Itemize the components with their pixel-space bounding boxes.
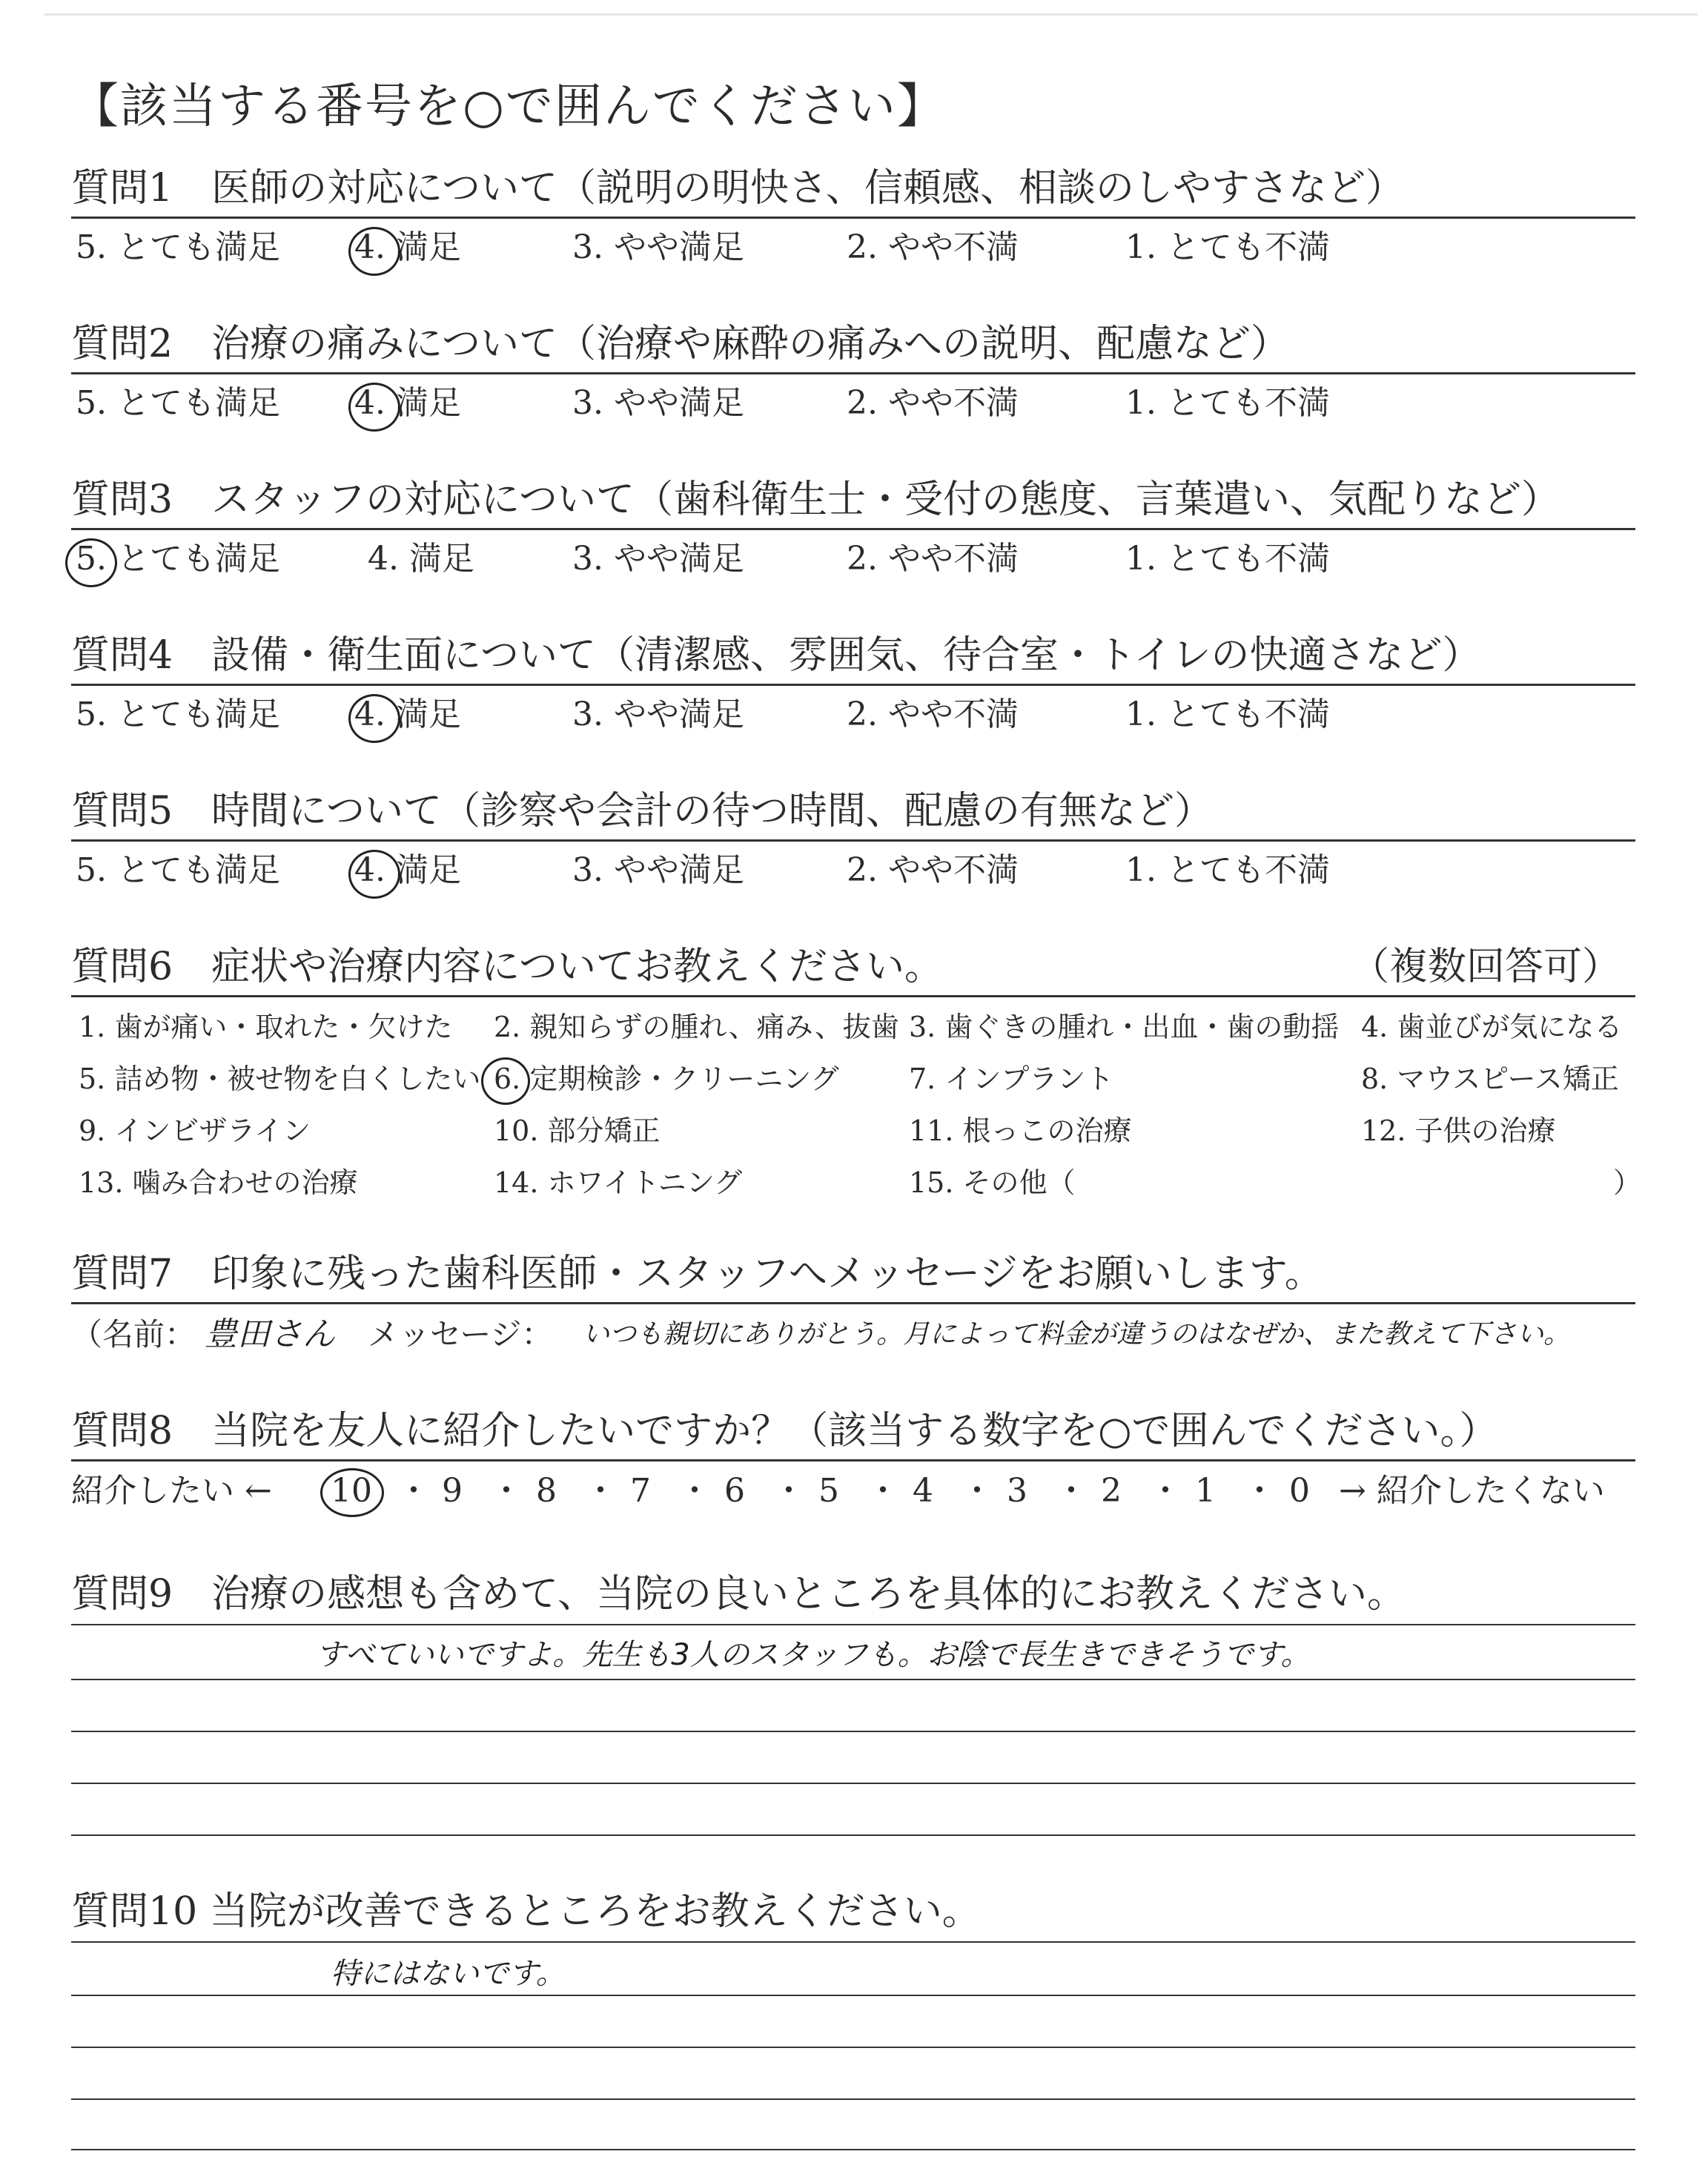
question-6 bbox=[71, 943, 1635, 991]
q4-option-3[interactable]: 3. やや満足 bbox=[572, 696, 744, 733]
q8-score-5[interactable]: 5 bbox=[818, 1472, 839, 1510]
question-4 bbox=[71, 632, 1635, 679]
q8-sep-8: ・ bbox=[1055, 1472, 1088, 1510]
instruction-heading: 【該当する番号を○で囲んでください】 bbox=[71, 79, 946, 134]
q9-line-4 bbox=[71, 1783, 1635, 1784]
question-10-title: 質問10 当院が改善できるところをお教えください。 bbox=[71, 1889, 981, 1934]
q2-option-1[interactable]: 1. とても不満 bbox=[1125, 384, 1330, 422]
question-6-title-text: 質問6 症状や治療内容についてお教えください。 bbox=[71, 945, 944, 989]
q6-item-5[interactable]: 5. 詰め物・被せ物を白くしたい bbox=[79, 1063, 481, 1095]
q1-option-3[interactable]: 3. やや満足 bbox=[572, 228, 744, 266]
question-7-rule bbox=[71, 1302, 1635, 1304]
q5-option-5[interactable]: 5. とても満足 bbox=[76, 851, 280, 889]
question-6-rule bbox=[71, 995, 1635, 997]
question-5-title: 質問5 時間について（診察や会計の待つ時間、配慮の有無など） bbox=[71, 789, 1214, 833]
q1-option-4[interactable]: 4. 満足 bbox=[354, 228, 461, 266]
question-2-rule bbox=[71, 372, 1635, 374]
question-2-title: 質問2 治療の痛みについて（治療や麻酔の痛みへの説明、配慮など） bbox=[71, 322, 1290, 366]
q9-line-3 bbox=[71, 1731, 1635, 1732]
q10-line-5 bbox=[71, 2149, 1635, 2150]
q7-message-label: メッセージ： bbox=[368, 1316, 553, 1353]
question-9-answer bbox=[71, 1633, 1635, 1677]
q1-answer-circle bbox=[348, 227, 400, 276]
q6-item-2[interactable]: 2. 親知らずの腫れ、痛み、抜歯 bbox=[494, 1011, 899, 1043]
q8-sep-1: ・ bbox=[397, 1472, 430, 1510]
q3-option-1[interactable]: 1. とても不満 bbox=[1125, 540, 1330, 578]
q7-name-value[interactable]: 豊田さん bbox=[205, 1315, 335, 1353]
q8-right-label: → 紹介したくない bbox=[1339, 1472, 1605, 1510]
question-5 bbox=[71, 787, 1635, 835]
q8-score-8[interactable]: 8 bbox=[536, 1472, 557, 1510]
q6-item-7[interactable]: 7. インプラント bbox=[909, 1063, 1114, 1095]
question-1-title: 質問1 医師の対応について（説明の明快さ、信頼感、相談のしやすさなど） bbox=[71, 166, 1404, 211]
q6-item-9[interactable]: 9. インビザライン bbox=[79, 1114, 311, 1147]
q9-line-1 bbox=[71, 1624, 1635, 1625]
q1-option-2[interactable]: 2. やや不満 bbox=[847, 228, 1019, 266]
q3-answer-circle bbox=[65, 538, 117, 587]
question-8 bbox=[71, 1407, 1635, 1455]
q5-option-2[interactable]: 2. やや不満 bbox=[847, 851, 1019, 889]
question-2 bbox=[71, 320, 1635, 368]
q8-left-label: 紹介したい ← bbox=[71, 1472, 272, 1510]
question-8-scale bbox=[71, 1465, 1635, 1517]
q2-option-2[interactable]: 2. やや不満 bbox=[847, 384, 1019, 422]
question-7-answer bbox=[71, 1312, 1635, 1361]
q2-option-3[interactable]: 3. やや満足 bbox=[572, 384, 744, 422]
question-3 bbox=[71, 476, 1635, 524]
q8-sep-7: ・ bbox=[961, 1472, 993, 1510]
question-3-rule bbox=[71, 528, 1635, 530]
q10-line-4 bbox=[71, 2098, 1635, 2100]
q2-option-5[interactable]: 5. とても満足 bbox=[76, 384, 280, 422]
q6-item-11[interactable]: 11. 根っこの治療 bbox=[909, 1114, 1132, 1147]
q10-line-3 bbox=[71, 2047, 1635, 2048]
q8-sep-6: ・ bbox=[867, 1472, 899, 1510]
q8-score-6[interactable]: 6 bbox=[724, 1472, 745, 1510]
q5-option-3[interactable]: 3. やや満足 bbox=[572, 851, 744, 889]
question-8-rule bbox=[71, 1459, 1635, 1462]
question-7-title: 質問7 印象に残った歯科医師・スタッフへメッセージをお願いします。 bbox=[71, 1252, 1323, 1296]
q6-item-8[interactable]: 8. マウスピース矯正 bbox=[1361, 1063, 1619, 1095]
q6-item-15[interactable]: 15. その他（ bbox=[909, 1166, 1076, 1199]
q1-option-1[interactable]: 1. とても不満 bbox=[1125, 228, 1330, 266]
q6-item-15-close: ） bbox=[1613, 1166, 1642, 1199]
q4-option-2[interactable]: 2. やや不満 bbox=[847, 696, 1019, 733]
question-3-options bbox=[71, 537, 1635, 581]
q7-name-label: （名前： bbox=[71, 1316, 196, 1353]
question-2-options bbox=[71, 381, 1635, 426]
question-6-title bbox=[71, 943, 1635, 991]
question-8-title: 質問8 当院を友人に紹介したいですか？（該当する数字を○で囲んでください。） bbox=[71, 1409, 1498, 1453]
question-6-options bbox=[71, 1008, 1642, 1223]
q4-answer-circle bbox=[348, 694, 400, 743]
question-10-answer bbox=[71, 1952, 1635, 1996]
q6-item-1[interactable]: 1. 歯が痛い・取れた・欠けた bbox=[79, 1011, 453, 1043]
question-1 bbox=[71, 165, 1635, 212]
q6-item-12[interactable]: 12. 子供の治療 bbox=[1361, 1114, 1556, 1147]
question-4-title: 質問4 設備・衛生面について（清潔感、雰囲気、待合室・トイレの快適さなど） bbox=[71, 633, 1481, 678]
q8-score-4[interactable]: 4 bbox=[913, 1472, 933, 1510]
top-border bbox=[44, 13, 1698, 16]
q6-item-4[interactable]: 4. 歯並びが気になる bbox=[1361, 1011, 1623, 1043]
question-5-rule bbox=[71, 839, 1635, 842]
q7-message-value[interactable]: いつも親切にありがとう。月によって料金が違うのはなぜか、また教えて下さい。 bbox=[583, 1319, 1571, 1350]
question-9 bbox=[71, 1571, 1635, 1618]
question-4-rule bbox=[71, 684, 1635, 686]
q5-option-4[interactable]: 4. 満足 bbox=[354, 851, 461, 889]
question-9-title: 質問9 治療の感想も含めて、当院の良いところを具体的にお教えください。 bbox=[71, 1572, 1406, 1616]
question-5-options bbox=[71, 848, 1635, 893]
q8-sep-5: ・ bbox=[772, 1472, 805, 1510]
q2-option-4[interactable]: 4. 満足 bbox=[354, 384, 461, 422]
q8-score-1[interactable]: 1 bbox=[1195, 1472, 1216, 1510]
q9-line-2 bbox=[71, 1679, 1635, 1680]
q4-option-4[interactable]: 4. 満足 bbox=[354, 696, 461, 733]
q3-option-5[interactable]: 5. とても満足 bbox=[76, 540, 280, 578]
question-6-note: （複数回答可） bbox=[1350, 945, 1621, 989]
q6-item-13[interactable]: 13. 噛み合わせの治療 bbox=[79, 1166, 358, 1199]
q8-sep-2: ・ bbox=[490, 1472, 523, 1510]
question-1-rule bbox=[71, 217, 1635, 219]
q5-answer-circle bbox=[348, 850, 400, 899]
q10-line-1 bbox=[71, 1941, 1635, 1943]
q8-score-10[interactable]: 10 bbox=[331, 1472, 372, 1510]
q6-item-6[interactable]: 6. 定期検診・クリーニング bbox=[494, 1063, 839, 1095]
q8-sep-10: ・ bbox=[1243, 1472, 1276, 1510]
q8-selected-circle bbox=[320, 1468, 384, 1517]
question-4-options bbox=[71, 693, 1635, 737]
q1-option-5[interactable]: 5. とても満足 bbox=[76, 228, 280, 266]
q2-answer-circle bbox=[348, 383, 400, 432]
q4-option-1[interactable]: 1. とても不満 bbox=[1125, 696, 1330, 733]
question-3-title: 質問3 スタッフの対応について（歯科衛生士・受付の態度、言葉遣い、気配りなど） bbox=[71, 478, 1560, 522]
q6-item-10[interactable]: 10. 部分矯正 bbox=[494, 1114, 661, 1147]
q6-item-3[interactable]: 3. 歯ぐきの腫れ・出血・歯の動揺 bbox=[909, 1011, 1340, 1043]
q8-score-0[interactable]: 0 bbox=[1289, 1472, 1310, 1510]
q4-option-5[interactable]: 5. とても満足 bbox=[76, 696, 280, 733]
q8-sep-9: ・ bbox=[1149, 1472, 1182, 1510]
q9-line-5 bbox=[71, 1834, 1635, 1836]
q10-line-2 bbox=[71, 1995, 1635, 1996]
q3-option-2[interactable]: 2. やや不満 bbox=[847, 540, 1019, 578]
q6-selected-circle bbox=[481, 1057, 530, 1105]
q5-option-1[interactable]: 1. とても不満 bbox=[1125, 851, 1330, 889]
q8-score-7[interactable]: 7 bbox=[630, 1472, 651, 1510]
q6-item-14[interactable]: 14. ホワイトニング bbox=[494, 1166, 743, 1199]
q8-score-9[interactable]: 9 bbox=[442, 1472, 463, 1510]
question-7 bbox=[71, 1250, 1635, 1298]
q8-sep-3: ・ bbox=[584, 1472, 617, 1510]
q9-answer-text[interactable]: すべていいですよ。先生も3人のスタッフも。お陰で長生きできそうです。 bbox=[316, 1638, 1311, 1672]
q8-score-2[interactable]: 2 bbox=[1101, 1472, 1122, 1510]
q8-score-3[interactable]: 3 bbox=[1007, 1472, 1027, 1510]
q3-option-4[interactable]: 4. 満足 bbox=[368, 540, 474, 578]
q10-answer-text[interactable]: 特にはないです。 bbox=[331, 1957, 566, 1991]
question-10 bbox=[71, 1888, 1635, 1935]
question-1-options bbox=[71, 225, 1635, 270]
q8-sep-4: ・ bbox=[678, 1472, 711, 1510]
q3-option-3[interactable]: 3. やや満足 bbox=[572, 540, 744, 578]
